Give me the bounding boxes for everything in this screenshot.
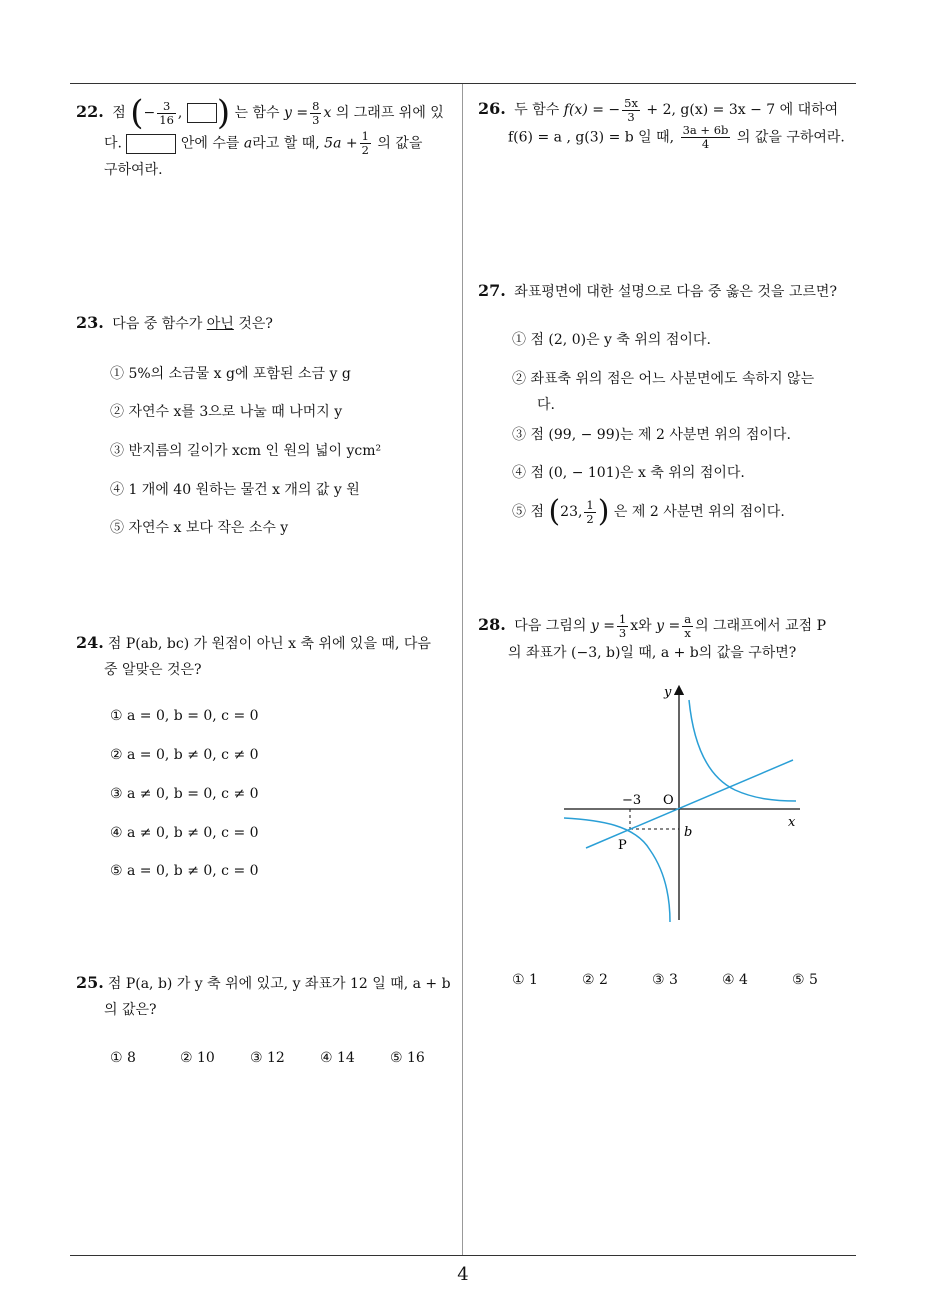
question-24	[76, 630, 460, 683]
q27-number: 27.	[478, 281, 506, 300]
label-origin: O	[663, 793, 674, 808]
q24-text: 점 P(ab, bc) 가 원점이 아닌 x 축 위에 있을 때, 다음	[107, 636, 431, 652]
q23-text: 다음 중 함수가	[112, 316, 203, 332]
q28-text: 의 그래프에서 교점 P	[695, 618, 827, 634]
top-rule	[70, 83, 856, 84]
q22-fraction-2	[310, 100, 321, 127]
frac-num: 8	[312, 98, 320, 113]
label-y: y	[664, 685, 672, 700]
right-paren: )	[216, 93, 231, 133]
frac-num: 1	[586, 497, 594, 512]
q24-option-3[interactable]: ③ a ≠ 0, b = 0, c ≠ 0	[110, 786, 259, 802]
q22-line2	[76, 130, 460, 157]
frac-den: 16	[159, 112, 174, 127]
q26-fx: f(x) = −	[563, 102, 621, 118]
q28-fraction-1	[617, 613, 628, 640]
q25-option-2[interactable]: ② 10	[180, 1050, 215, 1066]
frac-num: a	[684, 611, 692, 626]
page-number: 4	[457, 1264, 469, 1285]
q27-option-4[interactable]: ④ 점 (0, − 101)은 x 축 위의 점이다.	[512, 465, 745, 481]
q23-option-4[interactable]: ④ 1 개에 40 원하는 물건 x 개의 값 y 원	[110, 482, 360, 498]
q22-line1: 22. 점 (− $\frac{3}{16}$ , ) 는 함수 y = $\frac{8}{3}$ x 의 그래프 위에 있	[76, 93, 444, 133]
q27-option-1[interactable]: ① 점 (2, 0)은 y 축 위의 점이다.	[512, 332, 711, 348]
q22-text: 구하여라.	[104, 162, 163, 178]
q22-number: 22.	[76, 102, 104, 121]
q27-opt5-text: 23,	[560, 504, 583, 520]
frac-den: 2	[361, 143, 369, 157]
q22-text: 의 그래프 위에 있	[335, 105, 444, 121]
left-paren: (	[548, 494, 561, 529]
frac-den: 3	[312, 112, 320, 127]
minus-sign: −	[143, 105, 156, 121]
q24-option-4[interactable]: ④ a ≠ 0, b ≠ 0, c = 0	[110, 825, 259, 841]
label-neg3: −3	[622, 793, 642, 808]
q28-option-4[interactable]: ④ 4	[722, 972, 748, 988]
q24-option-1[interactable]: ① a = 0, b = 0, c = 0	[110, 708, 259, 724]
q27-option-5[interactable]	[512, 495, 785, 529]
q23-option-2[interactable]: ② 자연수 x를 3으로 나눌 때 나머지 y	[110, 404, 343, 420]
q28-text: 다음 그림의	[514, 618, 587, 634]
right-paren: )	[597, 494, 610, 529]
q22-line3	[76, 157, 460, 183]
q27-opt5-fraction	[584, 499, 595, 526]
q23-option-1[interactable]: ① 5%의 소금물 x g에 포함된 소금 y g	[110, 366, 351, 382]
q22-text: 점	[112, 105, 126, 121]
q22-text: 안에 수를	[180, 135, 240, 152]
q27-option-2[interactable]: ② 좌표축 위의 점은 어느 사분면에도 속하지 않는	[512, 371, 815, 387]
q27-option-2-cont: 다.	[537, 397, 555, 413]
blank-box-2	[126, 134, 176, 154]
question-23	[76, 310, 460, 337]
bottom-rule	[70, 1255, 856, 1256]
q22-text: 의 값을	[377, 135, 423, 152]
q25-option-5[interactable]: ⑤ 16	[390, 1050, 425, 1066]
q28-option-3[interactable]: ③ 3	[652, 972, 678, 988]
q23-option-3[interactable]: ③ 반지름의 길이가 xcm 인 원의 넓이 ycm²	[110, 443, 382, 459]
question-26	[478, 96, 862, 151]
q23-number: 23.	[76, 313, 104, 332]
q28-eq: x와	[630, 618, 652, 634]
frac-num: 1	[361, 129, 369, 143]
q26-text: + 2, g(x) = 3x − 7 에 대하여	[646, 102, 839, 118]
q28-text: 의 좌표가 (−3, b)일 때, a + b의 값을 구하면?	[508, 644, 797, 661]
q26-fraction-2	[681, 124, 731, 151]
frac-num: 3	[157, 100, 176, 114]
frac-num: 1	[618, 611, 627, 626]
q28-graph	[560, 680, 810, 930]
question-28	[478, 612, 862, 666]
q22-var-a: a	[243, 135, 253, 152]
question-25	[76, 970, 460, 1023]
hyperbola-branch-2	[564, 818, 670, 922]
q24-number: 24.	[76, 633, 104, 652]
q22-fraction-1	[157, 100, 176, 127]
q27-option-3[interactable]: ③ 점 (99, − 99)는 제 2 사분면 위의 점이다.	[512, 427, 791, 443]
q26-fraction-1	[622, 97, 640, 124]
q24-option-2[interactable]: ② a = 0, b ≠ 0, c ≠ 0	[110, 747, 259, 763]
q27-opt5-text: 은 제 2 사분면 위의 점이다.	[613, 504, 785, 520]
label-p: P	[618, 838, 627, 853]
q24-text: 중 알맞은 것은?	[104, 662, 202, 678]
label-x: x	[788, 815, 796, 830]
q28-number: 28.	[478, 615, 506, 634]
q26-text: 두 함수	[514, 102, 560, 118]
q22-text: 는 함수	[234, 105, 280, 121]
q26-text: f(6) = a , g(3) = b 일 때,	[508, 129, 675, 145]
frac-num: 3a + 6b	[682, 122, 729, 137]
q22-func: y =	[284, 105, 309, 121]
q27-opt5-text: ⑤ 점	[512, 504, 544, 520]
hyperbola-branch-1	[689, 700, 796, 801]
q25-option-1[interactable]: ① 8	[110, 1050, 136, 1066]
q23-text: 것은?	[238, 316, 273, 332]
frac-den: 3	[627, 109, 635, 124]
q25-text: 점 P(a, b) 가 y 축 위에 있고, y 좌표가 12 일 때, a + b	[107, 976, 451, 992]
q28-option-2[interactable]: ② 2	[582, 972, 608, 988]
q28-fraction-2	[682, 613, 693, 640]
q25-option-4[interactable]: ④ 14	[320, 1050, 355, 1066]
q22-text: 다.	[104, 135, 122, 152]
q24-option-5[interactable]: ⑤ a = 0, b ≠ 0, c = 0	[110, 863, 259, 879]
frac-den: x	[684, 625, 691, 640]
q22-expr: 5a +	[324, 135, 358, 152]
q27-text: 좌표평면에 대한 설명으로 다음 중 옳은 것을 고르면?	[514, 284, 837, 300]
q22-text: 라고 할 때,	[252, 135, 320, 152]
q26-text: 의 값을 구하여라.	[736, 129, 845, 145]
q26-number: 26.	[478, 99, 506, 118]
left-paren: (	[130, 93, 144, 133]
q28-eq: y =	[656, 618, 681, 634]
column-divider	[462, 84, 463, 1256]
blank-box	[187, 103, 217, 123]
question-27	[478, 278, 862, 305]
q23-underlined: 아닌	[206, 316, 234, 332]
q28-eq: y =	[590, 618, 615, 634]
frac-den: 4	[701, 136, 710, 151]
q25-number: 25.	[76, 973, 104, 992]
q22-func-x: x	[323, 105, 332, 121]
q25-text: 의 값은?	[104, 1002, 157, 1018]
q22-fraction-3	[360, 130, 371, 157]
q23-option-5[interactable]: ⑤ 자연수 x 보다 작은 소수 y	[110, 520, 289, 536]
question-22	[76, 93, 460, 183]
frac-den: 3	[618, 625, 627, 640]
frac-num: 5x	[624, 95, 638, 110]
label-b: b	[684, 825, 693, 840]
q28-option-1[interactable]: ① 1	[512, 972, 538, 988]
frac-den: 2	[586, 511, 594, 526]
q28-option-5[interactable]: ⑤ 5	[792, 972, 818, 988]
q25-option-3[interactable]: ③ 12	[250, 1050, 285, 1066]
